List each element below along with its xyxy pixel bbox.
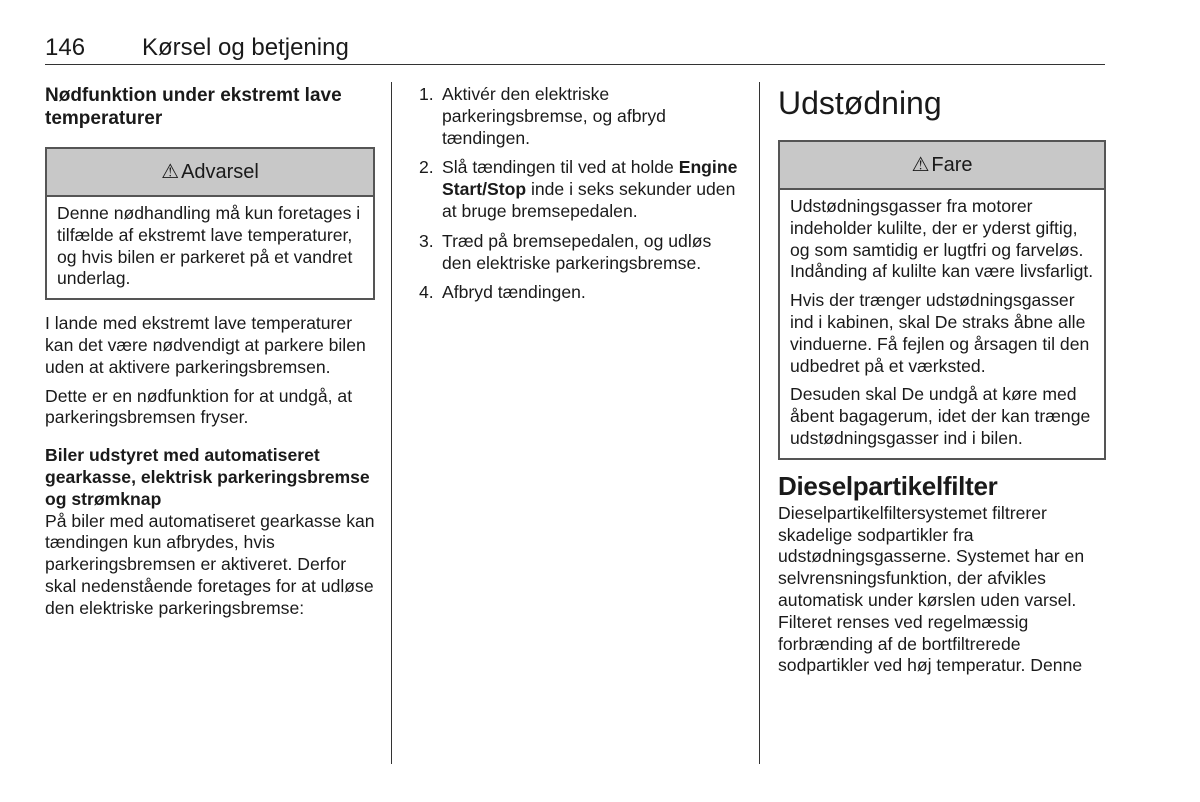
subsection-heading: Biler udstyret med automatiseret gearkasse, elektrisk parkeringsbremse og strømknap (45, 445, 370, 509)
step-list (419, 84, 739, 304)
list-item (419, 231, 739, 275)
danger-text: Desuden skal De undgå at køre med åbent bagagerum, idet der kan trænge udstødningsgasser ind i bilen. (790, 384, 1091, 448)
section-heading: Dieselpartikelfilter (778, 470, 998, 501)
page-header (45, 34, 349, 62)
step-number: 3. (419, 230, 434, 251)
step-text: Træd på bremsepedalen, og udløs den elektriske parkeringsbremse. (442, 230, 712, 273)
button-name-bold: Engine Start/Stop (442, 157, 738, 200)
danger-title: Fare (931, 154, 973, 176)
warning-box (45, 147, 375, 300)
step-text: Afbryd tændingen. (442, 282, 586, 303)
header-divider (45, 64, 1105, 65)
warning-triangle-icon: ⚠ (161, 161, 180, 183)
chapter-section-title: Udstødning (778, 85, 942, 121)
page-number: 146 (45, 34, 86, 61)
step-number: 2. (419, 157, 434, 178)
step-text-part: inde i seks sekunder uden at bruge bremsepedalen. (442, 179, 736, 221)
list-item (419, 157, 739, 222)
column-right (778, 84, 1106, 677)
chapter-title: Kørsel og betjening (142, 34, 349, 61)
warning-triangle-icon: ⚠ (911, 154, 930, 176)
list-item (419, 282, 739, 304)
column-left (45, 84, 375, 620)
warning-title: Advarsel (181, 161, 259, 183)
step-text (442, 157, 739, 222)
danger-header (780, 142, 1104, 190)
column-divider (759, 82, 760, 764)
danger-text: Udstødningsgasser fra motorer indeholder kulilte, der er yderst giftig, og som samtidig er lugtfri og farveløs. Indånding af kulilte kan være livsfarligt. (790, 196, 1094, 282)
warning-text: Denne nødhandling må kun foretages i tilfælde af ekstremt lave temperaturer, og hvis bilen er parkeret på et vandret underlag. (57, 203, 361, 289)
warning-header (47, 149, 373, 197)
column-divider (391, 82, 392, 764)
list-item (419, 84, 739, 149)
paragraph: På biler med automatiseret gearkasse kan tændingen kun afbrydes, hvis parkeringsbremsen er aktiveret. Derfor skal nedenstående foretages for at udløse den elektriske parkeringsbremse: (45, 510, 375, 618)
step-text-part: Slå tændingen til ved at holde (442, 157, 679, 178)
step-number: 1. (419, 84, 434, 104)
step-text: Aktivér den elektriske parkeringsbremse, og afbryd tændingen. (442, 84, 666, 148)
paragraph: Dette er en nødfunktion for at undgå, at parkeringsbremsen fryser. (45, 385, 353, 428)
danger-box (778, 140, 1106, 460)
section-heading: Nødfunktion under ekstremt lave temperaturer (45, 85, 342, 129)
paragraph: I lande med ekstremt lave temperaturer kan det være nødvendigt at parkere bilen uden at aktivere parkeringsbremsen. (45, 313, 366, 377)
danger-text: Hvis der trænger udstødningsgasser ind i kabinen, skal De straks åbne alle vinduerne. Få fejlen og årsagen til den udbedret på et værksted. (790, 290, 1090, 376)
step-number: 4. (419, 282, 434, 303)
column-middle (419, 84, 739, 312)
paragraph: Dieselpartikelfiltersystemet filtrerer skadelige sodpartikler fra udstødningsgasserne. Systemet har en selvrensningsfunktion, der afvikles automatisk under kørslen uden varsel. Filteret renses ved regelmæssig forbrænding af de bortfiltrerede sodpartikler ved høj temperatur. Denne (778, 502, 1085, 676)
